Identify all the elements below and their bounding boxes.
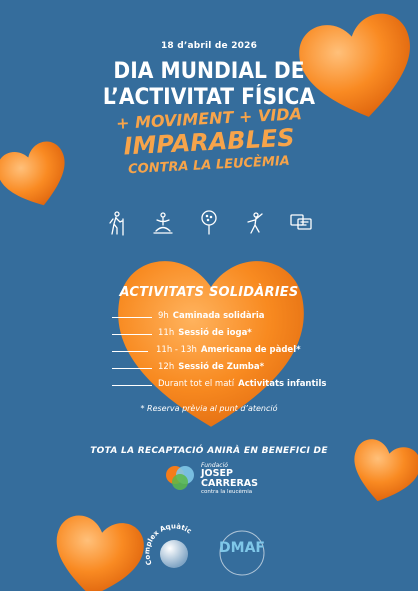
- activity-time: Durant tot el matí: [158, 379, 235, 389]
- activity-time: 9h: [158, 311, 169, 321]
- zumba-dancer-icon: [243, 210, 267, 236]
- activity-item: [0, 343, 418, 360]
- activity-item: [0, 309, 418, 326]
- reservation-note: * Reserva prèvia al punt d’atenció: [140, 404, 278, 413]
- activity-icons: [0, 210, 418, 236]
- event-date: 18 d’abril de 2026: [160, 41, 258, 51]
- complex-aquatic-logo-icon: [140, 520, 208, 588]
- benefit-text: TOTA LA RECAPTACIÓ ANIRÀ EN BENEFICI DE: [90, 446, 328, 456]
- activity-item: [0, 326, 418, 343]
- subtitle-line-2: IMPARABLES: [122, 123, 296, 161]
- activity-name: Americana de pàdel*: [200, 345, 301, 355]
- yoga-icon: [151, 210, 175, 236]
- activities-title: ACTIVITATS SOLIDÀRIES: [119, 285, 299, 300]
- hiker-icon: [105, 210, 129, 236]
- activity-item: [0, 360, 418, 377]
- complex-aquatic-logo-text: Complex Aquàtic: [143, 522, 193, 567]
- dmaf-logo-text: DMAF: [219, 540, 265, 556]
- foundation-tagline: contra la leucèmia: [201, 489, 253, 495]
- activity-time: 12h: [158, 362, 175, 372]
- activity-item: [0, 377, 418, 394]
- heart-decoration-bottom-left: [42, 512, 154, 591]
- foundation-name-line-1: JOSEP: [201, 468, 233, 479]
- title-line-1: DIA MUNDIAL DE: [113, 59, 305, 84]
- dmaf-logo: [212, 523, 272, 583]
- activity-time: 11h - 13h: [156, 345, 197, 355]
- foundation-logo-icon: [163, 464, 197, 492]
- subtitle-line-1: + MOVIMENT + VIDA: [115, 104, 303, 133]
- activity-time: 11h: [158, 328, 175, 338]
- paddle-racket-icon: [197, 210, 221, 236]
- foundation-logo: [163, 462, 273, 494]
- activities-list: [0, 309, 418, 394]
- foundation-name-line-2: CARRERAS: [201, 478, 258, 489]
- activity-name: Caminada solidària: [172, 311, 265, 321]
- activity-name: Activitats infantils: [238, 379, 327, 389]
- subtitle-line-3: CONTRA LA LEUCÈMIA: [127, 153, 291, 178]
- kids-activities-icon: [289, 210, 313, 236]
- activity-name: Sessió de ioga*: [178, 328, 252, 338]
- complex-aquatic-logo: [140, 520, 208, 588]
- foundation-name: [201, 469, 258, 489]
- foundation-label: Fundació: [201, 462, 228, 469]
- title-line-2: L’ACTIVITAT FÍSICA: [102, 85, 316, 110]
- activity-name: Sessió de Zumba*: [178, 362, 265, 372]
